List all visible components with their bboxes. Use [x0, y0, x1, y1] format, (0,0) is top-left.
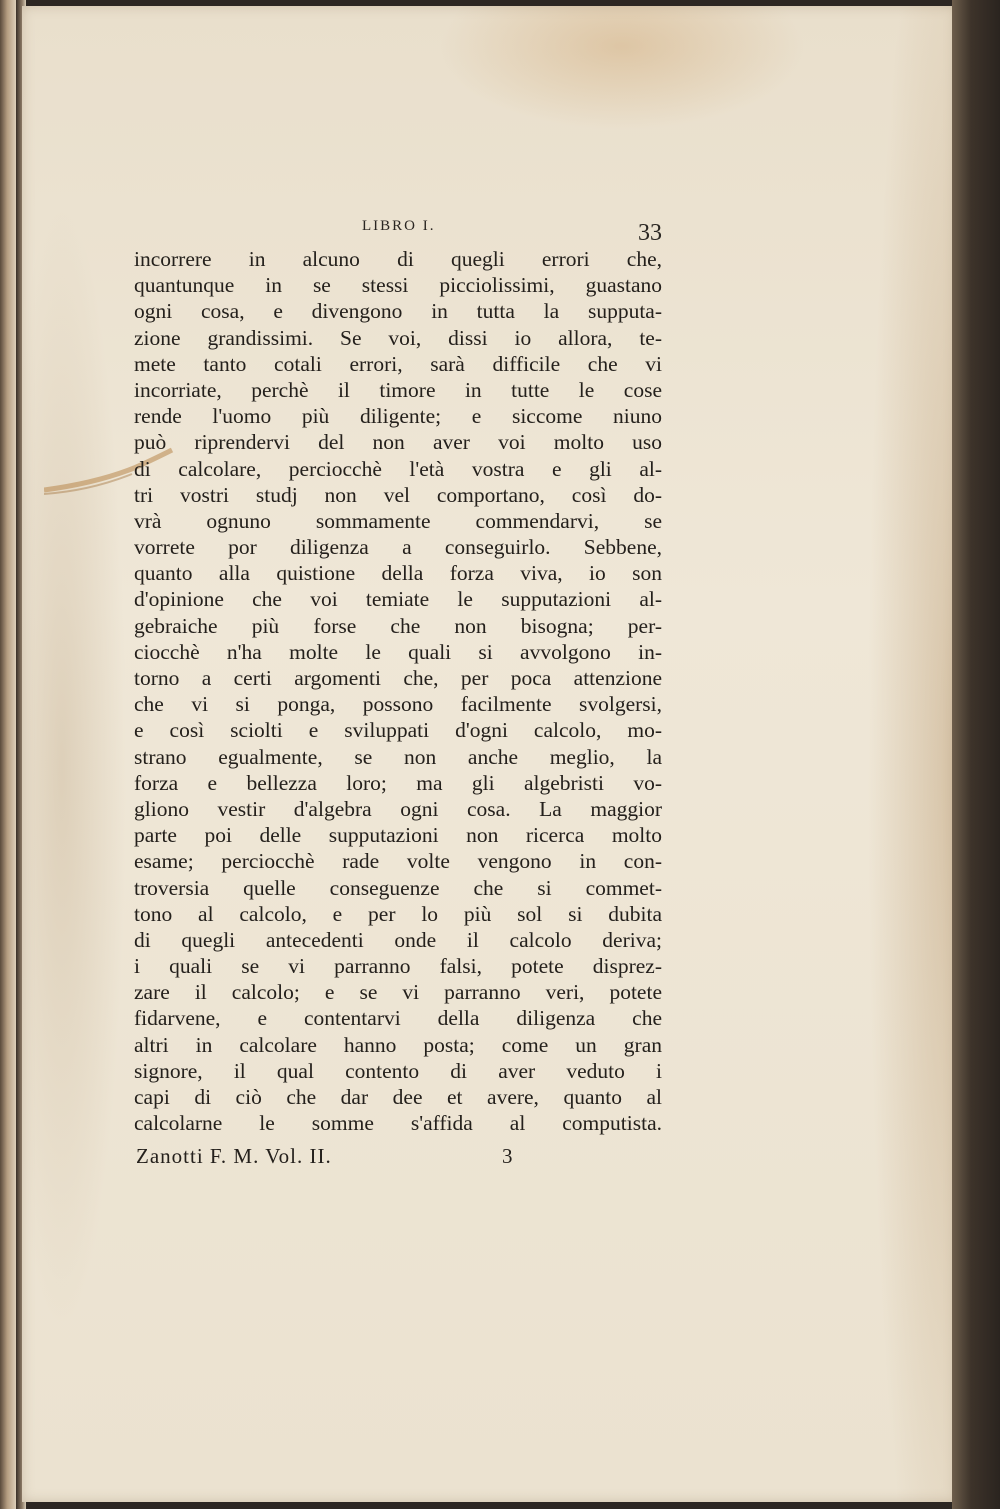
- body-text: [134, 246, 662, 1136]
- text-line: mete tanto cotali errori, sarà difficile che vi: [134, 351, 662, 376]
- text-line: incorrere in alcuno di quegli errori che,: [134, 247, 662, 271]
- text-line: forza e bellezza loro; ma gli algebristi vo-: [134, 770, 662, 795]
- text-line: i quali se vi parranno falsi, potete disprez-: [134, 954, 662, 979]
- signature-number: 3: [502, 1144, 513, 1169]
- text-line: vrà ognuno sommamente commendarvi, se: [134, 508, 662, 533]
- text-line: parte poi delle supputazioni non ricerca molto: [134, 823, 662, 848]
- text-line: torno a certi argomenti che, per poca attenzione: [134, 666, 662, 690]
- running-title: LIBRO I.: [362, 218, 436, 234]
- text-line: e così sciolti e sviluppati d'ogni calcolo, mo-: [134, 718, 662, 743]
- text-line: vorrete por diligenza a conseguirlo. Sebbene,: [134, 535, 662, 560]
- text-line: di calcolare, perciocchè l'età vostra e gli al-: [134, 456, 662, 481]
- text-line: fidarvene, e contentarvi della diligenza che: [134, 1006, 662, 1031]
- text-line: di quegli antecedenti onde il calcolo deriva;: [134, 927, 662, 952]
- text-line: capi di ciò che dar dee et avere, quanto al: [134, 1085, 662, 1109]
- text-line: rende l'uomo più diligente; e siccome niuno: [134, 404, 662, 429]
- text-line: zione grandissimi. Se voi, dissi io allora, te-: [134, 325, 662, 350]
- text-line: esame; perciocchè rade volte vengono in con-: [134, 849, 662, 874]
- text-line: ciocchè n'ha molte le quali si avvolgono in-: [134, 639, 662, 664]
- text-line: altri in calcolare hanno posta; come un gran: [134, 1032, 662, 1057]
- text-line: signore, il qual contento di aver veduto i: [134, 1058, 662, 1083]
- text-line: può riprendervi del non aver voi molto uso: [134, 430, 662, 455]
- text-line: d'opinione che voi temiate le supputazioni al-: [134, 587, 662, 612]
- text-line: ogni cosa, e divengono in tutta la supputa-: [134, 299, 662, 324]
- text-line: gebraiche più forse che non bisogna; per-: [134, 613, 662, 638]
- running-head: [134, 206, 662, 246]
- text-line: strano egualmente, se non anche meglio, la: [134, 744, 662, 769]
- signature-line: [134, 1142, 662, 1176]
- text-line: che vi si ponga, possono facilmente svolgersi,: [134, 692, 662, 717]
- text-block: [134, 206, 662, 1176]
- background-edge: [952, 0, 1000, 1509]
- text-line: gliono vestir d'algebra ogni cosa. La maggior: [134, 796, 662, 821]
- text-line: quanto alla quistione della forza viva, io son: [134, 561, 662, 586]
- page-number: 33: [638, 220, 662, 246]
- text-line: tri vostri studj non vel comportano, così do-: [134, 482, 662, 507]
- text-line: zare il calcolo; e se vi parranno veri, potete: [134, 980, 662, 1005]
- signature-author: Zanotti F. M. Vol. II.: [136, 1144, 332, 1169]
- text-line: troversia quelle conseguenze che si commet-: [134, 875, 662, 900]
- page-sheet: [22, 6, 956, 1502]
- text-line: incorriate, perchè il timore in tutte le cose: [134, 377, 662, 402]
- text-line: quantunque in se stessi picciolissimi, guastano: [134, 273, 662, 298]
- text-line: tono al calcolo, e per lo più sol si dubita: [134, 901, 662, 926]
- text-line: calcolarne le somme s'affida al computista.: [134, 1111, 662, 1136]
